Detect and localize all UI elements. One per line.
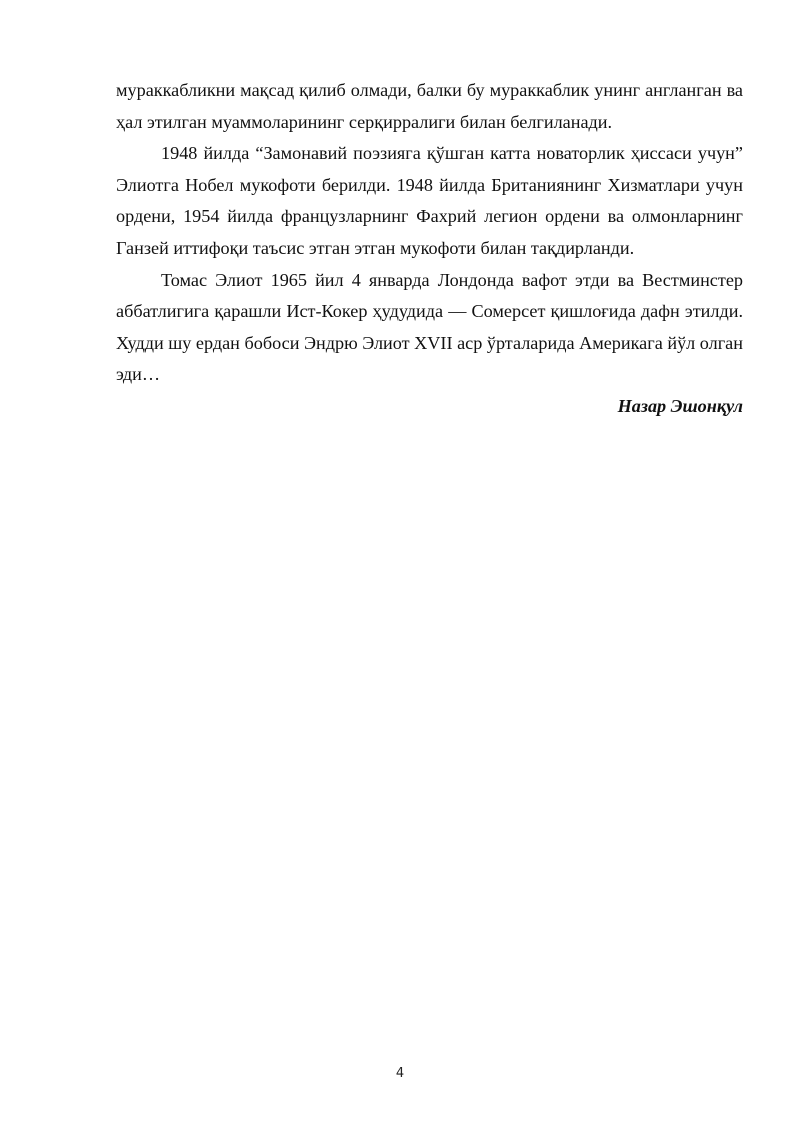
paragraph-death-burial: Томас Элиот 1965 йил 4 январда Лондонда вафот этди ва Вестминстер аббатлигига қарашли Ист-Кокер ҳудудида — Сомерсет қишлоғида дафн этилди. Худди шу ердан бобоси Эндрю Элиот XVII аср ўрталарида Америкага йўл олган эди… (116, 269, 743, 385)
author-signature: Назар Эшонқул (617, 395, 743, 416)
document-body (116, 75, 743, 423)
paragraph-nobel-prize: 1948 йилда “Замонавий поэзияга қўшган катта новаторлик ҳиссаси учун” Элиотга Нобел мукофоти берилди. 1948 йилда Британиянинг Хизматлари учун ордени, 1954 йилда французларнинг Фахрий легион ордени ва олмонларнинг Ганзей иттифоқи таъсис этган этган мукофоти билан тақдирланди. (116, 143, 743, 258)
paragraph-continuation: мураккабликни мақсад қилиб олмади, балки бу мураккаблик унинг англанган ва ҳал этилган муаммоларининг серқирралиги билан белгиланади. (116, 80, 743, 132)
page-number: 4 (395, 1066, 405, 1081)
